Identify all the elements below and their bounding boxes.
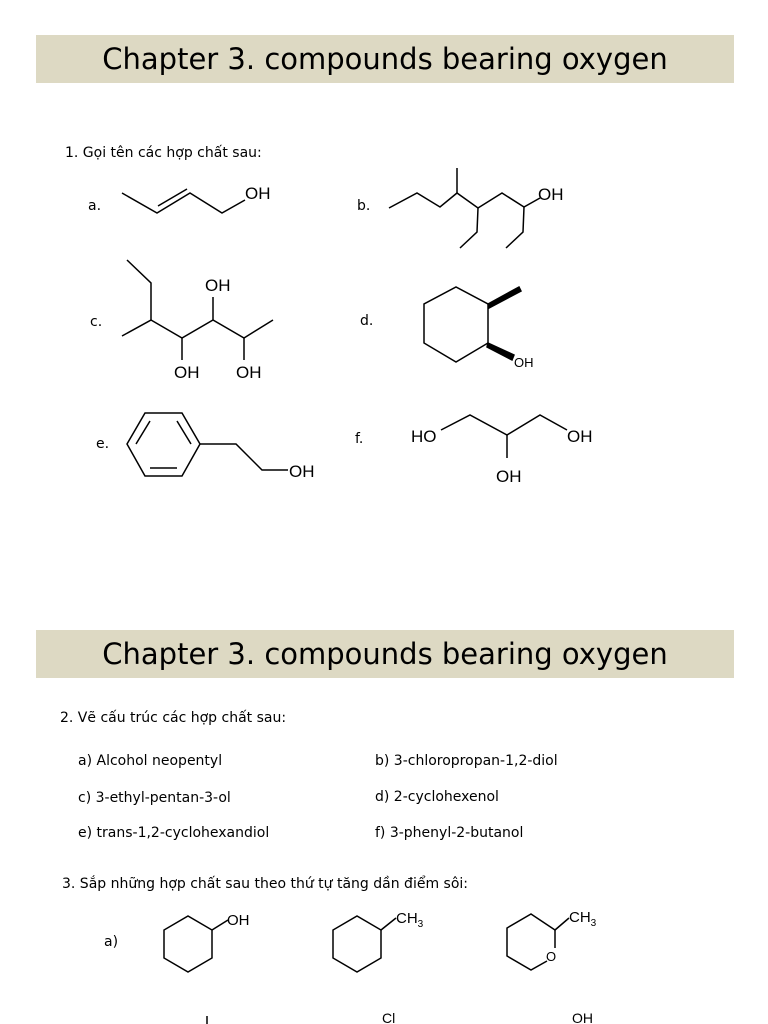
label-b: b. <box>357 198 371 214</box>
cl-label: Cl <box>382 1010 396 1024</box>
oh-label-d: OH <box>514 355 534 370</box>
oxygen-label: O <box>546 949 557 964</box>
oh-label-3a: OH <box>227 912 250 929</box>
label-3a: a) <box>104 934 119 950</box>
ch3-label-1: $CH_3$ <box>396 910 424 930</box>
item-c: c) 3-ethyl-pentan-3-ol <box>78 790 231 806</box>
ch3-label-2: $CH_3$ <box>569 909 597 929</box>
label-f: f. <box>355 431 364 447</box>
oh-label-partial: OH <box>572 1010 593 1024</box>
label-d: d. <box>360 313 374 329</box>
oh-label-c3: OH <box>236 363 262 382</box>
item-f: f) 3-phenyl-2-butanol <box>375 825 524 841</box>
label-e: e. <box>96 436 110 452</box>
question-3: 3. Sắp những hợp chất sau theo thứ tự tăng dần điểm sôi: <box>62 876 468 892</box>
slide2-banner: Chapter 3. compounds bearing oxygen <box>36 630 734 678</box>
label-a: a. <box>88 198 102 214</box>
oh-label-c1: OH <box>205 276 231 295</box>
oh-label-f1: OH <box>567 427 593 446</box>
oh-label-e: OH <box>289 462 315 481</box>
question-1: 1. Gọi tên các hợp chất sau: <box>65 145 262 161</box>
slide1-banner: Chapter 3. compounds bearing oxygen <box>36 35 734 83</box>
item-e: e) trans-1,2-cyclohexandiol <box>78 825 270 841</box>
oh-label-c2: OH <box>174 363 200 382</box>
oh-label-b: OH <box>538 185 564 204</box>
item-a: a) Alcohol neopentyl <box>78 753 223 769</box>
label-c: c. <box>90 314 103 330</box>
oh-label-a: OH <box>245 184 271 203</box>
oh-label-f2: OH <box>496 467 522 486</box>
item-d: d) 2-cyclohexenol <box>375 789 499 805</box>
item-b: b) 3-chloropropan-1,2-diol <box>375 753 558 769</box>
ho-label-f: HO <box>411 427 437 446</box>
question-2: 2. Vẽ cấu trúc các hợp chất sau: <box>60 710 287 726</box>
